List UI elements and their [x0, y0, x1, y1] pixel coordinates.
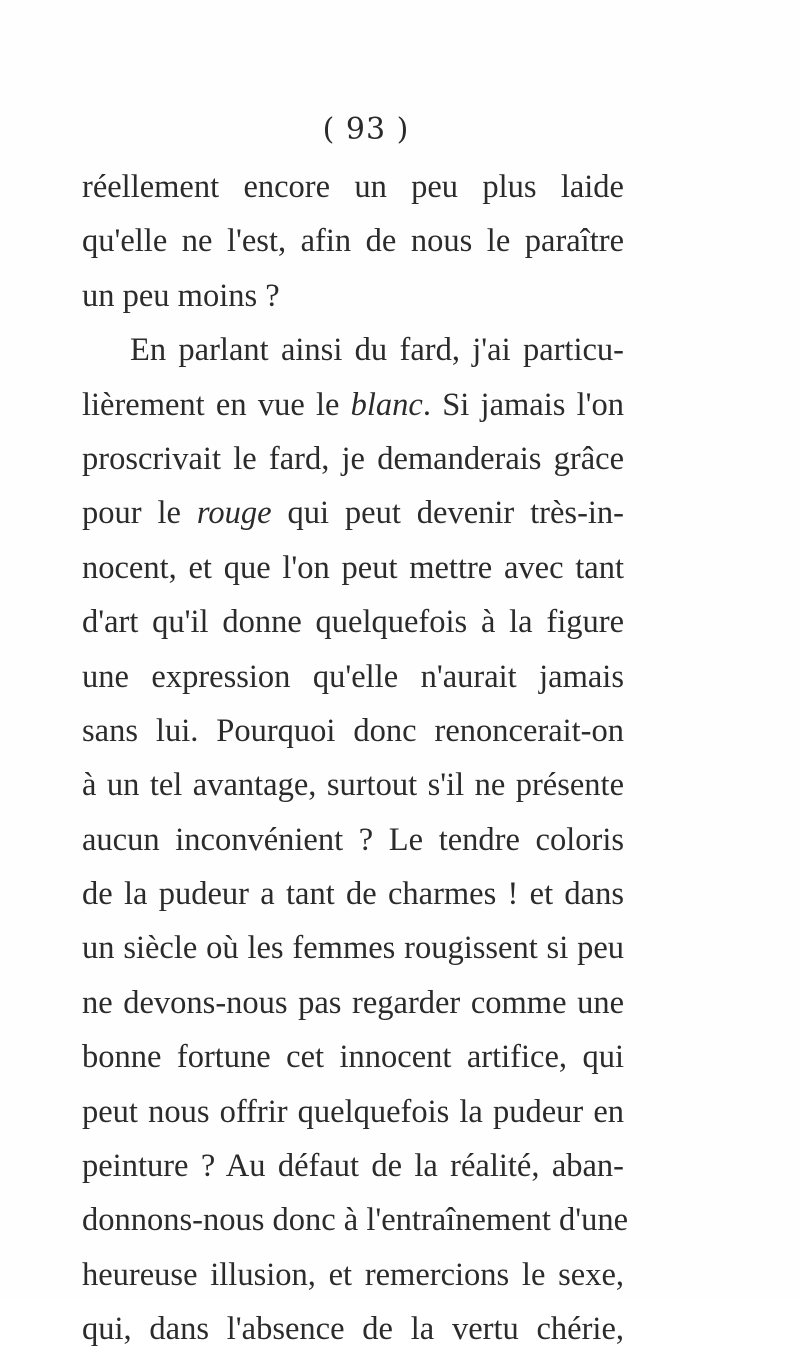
text-line: ne devons-nous pas regarder comme une — [82, 984, 624, 1021]
text-line: réellement encore un peu plus laide — [82, 169, 624, 205]
text-line: d'art qu'il donne quelquefois à la figure — [82, 604, 624, 641]
text-line: bonne fortune cet innocent artifice, qui — [82, 1039, 624, 1076]
text-line: peut nous offrir quelquefois la pudeur en — [82, 1093, 624, 1130]
text-line: peinture ? Au défaut de la réalité, aban- — [82, 1148, 624, 1185]
text-line: donnons-nous donc à l'entraînement d'une — [82, 1202, 629, 1239]
text-segment: qui peut devenir très-in- — [271, 495, 625, 532]
text-line: aucun inconvénient ? Le tendre coloris — [82, 821, 624, 858]
italic-word: rouge — [196, 495, 272, 532]
text-line: de la pudeur a tant de charmes ! et dans — [82, 876, 624, 913]
text-line: un peu moins ? — [82, 277, 280, 314]
text-line: heureuse illusion, et remercions le sexe, — [82, 1256, 624, 1293]
text-segment: . Si jamais l'on — [422, 386, 624, 423]
text-line: proscrivait le fard, je demanderais grâce — [82, 440, 624, 477]
page-number: ( 93 ) — [322, 112, 410, 147]
text-segment: pour le — [82, 495, 197, 532]
text-line: qui, dans l'absence de la vertu chérie, — [82, 1311, 624, 1348]
text-line — [82, 486, 624, 540]
text-line: une expression qu'elle n'aurait jamais — [82, 658, 624, 695]
text-line: nocent, et que l'on peut mettre avec tant — [82, 549, 624, 586]
text-line: qu'elle ne l'est, afin de nous le paraître — [82, 223, 624, 260]
text-line: un siècle où les femmes rougissent si peu — [82, 930, 624, 967]
text-segment: lièrement en vue le — [82, 386, 351, 423]
body-text — [82, 160, 629, 1357]
italic-word: blanc — [350, 386, 423, 423]
text-line: En parlant ainsi du fard, j'ai particu- — [130, 332, 624, 369]
text-line: à un tel avantage, surtout s'il ne présente — [82, 767, 624, 804]
text-line — [82, 378, 624, 432]
text-line: sans lui. Pourquoi donc renoncerait-on — [82, 712, 624, 749]
